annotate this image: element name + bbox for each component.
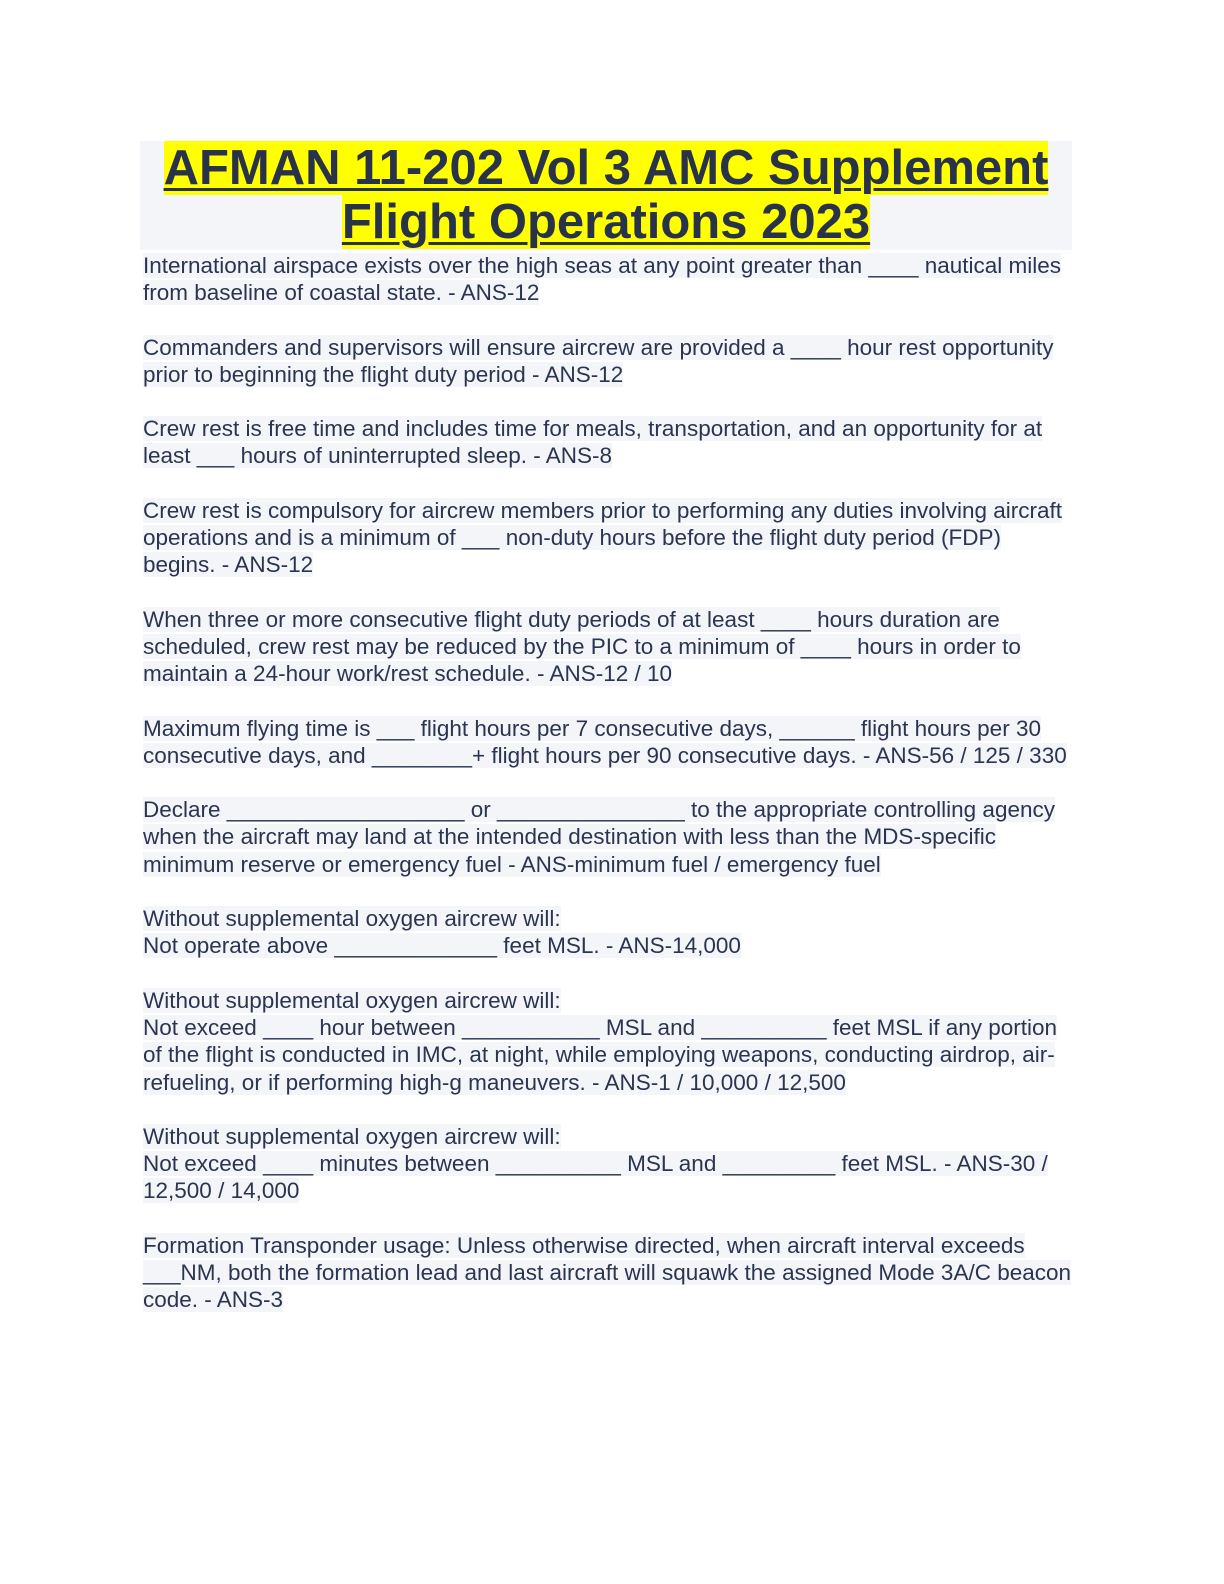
question-text: Without supplemental oxygen aircrew will: Not operate above _____________ feet MSL. - ANS-14,000 — [143, 906, 741, 959]
question-text: Without supplemental oxygen aircrew will: Not exceed ____ hour between ___________ MSL and __________ feet MSL if any portion of the flight is conducted in IMC, at night, while employing weapons, conducting airdrop, air-refueling, or if performing high-g maneuvers. - ANS-1 / 10,000 / 12,500 — [143, 987, 1058, 1095]
document-title — [140, 141, 1072, 250]
question-list — [143, 252, 1078, 1341]
question-text: Declare ___________________ or _______________ to the appropriate controlling agency when the aircraft may land at the intended destination with less than the MDS-specific minimum reserve or emergency fuel - ANS-minimum fuel / emergency fuel — [143, 797, 1055, 877]
question-item — [143, 905, 1078, 960]
question-item — [143, 415, 1078, 470]
question-item — [143, 796, 1078, 878]
question-text: Crew rest is free time and includes time for meals, transportation, and an opportunity for at least ___ hours of uninterrupted sleep. - ANS-8 — [143, 416, 1043, 469]
question-item — [143, 252, 1078, 307]
title-line-2 — [140, 195, 1072, 249]
question-text: Without supplemental oxygen aircrew will: Not exceed ____ minutes between __________ MSL and _________ feet MSL. - ANS-30 / 12,500 / 14,000 — [143, 1123, 1048, 1204]
question-item — [143, 1123, 1078, 1205]
question-text: Maximum flying time is ___ flight hours per 7 consecutive days, ______ flight hours per 30 consecutive days, and ________+ flight hours per 90 consecutive days. - ANS-56 / 125 / 330 — [143, 715, 1067, 768]
question-text: Crew rest is compulsory for aircrew members prior to performing any duties involving aircraft operations and is a minimum of ___ non-duty hours before the flight duty period (FDP) begins. - ANS-12 — [143, 497, 1063, 578]
question-text: When three or more consecutive flight duty periods of at least ____ hours duration are scheduled, crew rest may be reduced by the PIC to a minimum of ____ hours in order to maintain a 24-hour work/rest schedule. - ANS-12 / 10 — [143, 606, 1021, 687]
question-item — [143, 606, 1078, 688]
question-item — [143, 1232, 1078, 1314]
title-line-1-text: AFMAN 11-202 Vol 3 AMC Supplement — [163, 141, 1049, 195]
question-item — [143, 334, 1078, 389]
question-item — [143, 497, 1078, 579]
title-line-2-text: Flight Operations 2023 — [341, 195, 871, 249]
question-item — [143, 715, 1078, 770]
question-text: International airspace exists over the high seas at any point greater than ____ nautical miles from baseline of coastal state. - ANS-12 — [143, 253, 1062, 306]
question-text: Formation Transponder usage: Unless otherwise directed, when aircraft interval exceeds ___NM, both the formation lead and last aircraft will squawk the assigned Mode 3A/C beacon code. - ANS-3 — [143, 1232, 1072, 1313]
question-item — [143, 987, 1078, 1096]
question-text: Commanders and supervisors will ensure aircrew are provided a ____ hour rest opportunity prior to beginning the flight duty period - ANS-12 — [143, 334, 1054, 387]
title-line-1 — [140, 141, 1072, 195]
